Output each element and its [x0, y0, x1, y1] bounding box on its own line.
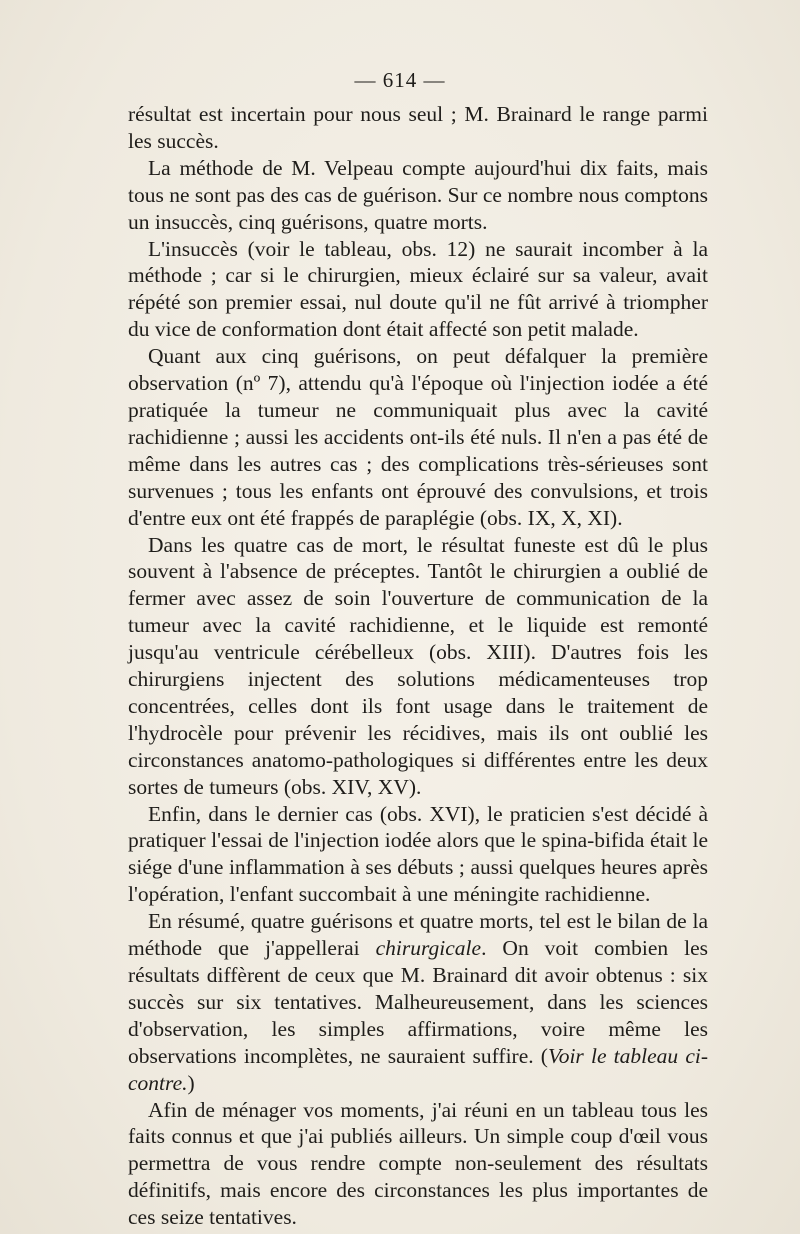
paragraph-7: [128, 908, 708, 1096]
paragraph-5: Dans les quatre cas de mort, le résultat funeste est dû le plus souvent à l'absence de préceptes. Tantôt le chirurgien a oublié de fermer avec assez de soin l'ouverture de communication de la tumeur avec la cavité rachidienne, et le liquide est remonté jusqu'au ventricule cérébelleux (obs. XIII). D'autres fois les chirurgiens injectent des solutions médicamenteuses trop concentrées, celles dont ils font usage dans le traitement de l'hydrocèle pour prévenir les récidives, mais ils ont oublié les circonstances anatomo-pathologiques si différentes entre les deux sortes de tumeurs (obs. XIV, XV).: [128, 532, 708, 799]
body-text: [128, 101, 708, 1231]
paragraph-7-start: En résumé, quatre guérisons et quatre morts, tel est le bilan de la méthode que j'appellerai: [128, 909, 708, 961]
paragraph-7-reference: Voir le tableau ci-contre.: [128, 1043, 708, 1095]
paragraph-2: La méthode de M. Velpeau compte aujourd'hui dix faits, mais tous ne sont pas des cas de guérison. Sur ce nombre nous comptons un insuccès, cinq guérisons, quatre morts.: [128, 155, 708, 234]
paragraph-4: Quant aux cinq guérisons, on peut défalquer la première observation (nº 7), attendu qu'à l'époque où l'injection iodée a été pratiquée la tumeur ne communiquait plus avec la cavité rachidienne ; aussi les accidents ont-ils été nuls. Il n'en a pas été de même dans les autres cas ; des complications très-sérieuses sont survenues ; tous les enfants ont éprouvé des convulsions, et trois d'entre eux ont été frappés de paraplégie (obs. IX, X, XI).: [128, 344, 708, 530]
paragraph-7-end: ): [187, 1070, 195, 1095]
paragraph-6: Enfin, dans le dernier cas (obs. XVI), le praticien s'est décidé à pratiquer l'essai de l'injection iodée alors que le spina-bifida était le siége d'une inflammation à ses débuts ; aussi quelques heures après l'opération, l'enfant succombait à une méningite rachidienne.: [128, 801, 708, 907]
paragraph-1: résultat est incertain pour nous seul ; M. Brainard le range parmi les succès.: [128, 102, 708, 153]
page-number: — 614 —: [354, 68, 446, 92]
paragraph-8: Afin de ménager vos moments, j'ai réuni en un tableau tous les faits connus et que j'ai publiés ailleurs. Un simple coup d'œil vous permettra de vous rendre compte non-seulement des résultats définitifs, mais encore des circonstances les plus importantes de ces seize tentatives.: [128, 1097, 708, 1230]
paragraph-7-middle: . On voit combien les résultats diffèrent de ceux que M. Brainard dit avoir obtenus : six succès sur six tentatives. Malheureusement, dans les sciences d'observation, les simples affirmations, voire même les observations incomplètes, ne sauraient suffire. (: [128, 936, 708, 1068]
paragraph-7-italic: chirurgicale: [375, 936, 482, 961]
paragraph-3: L'insuccès (voir le tableau, obs. 12) ne saurait incomber à la méthode ; car si le chirurgien, mieux éclairé sur sa valeur, avait répété son premier essai, nul doute qu'il ne fût arrivé à triompher du vice de conformation dont était affecté son petit malade.: [128, 236, 708, 342]
